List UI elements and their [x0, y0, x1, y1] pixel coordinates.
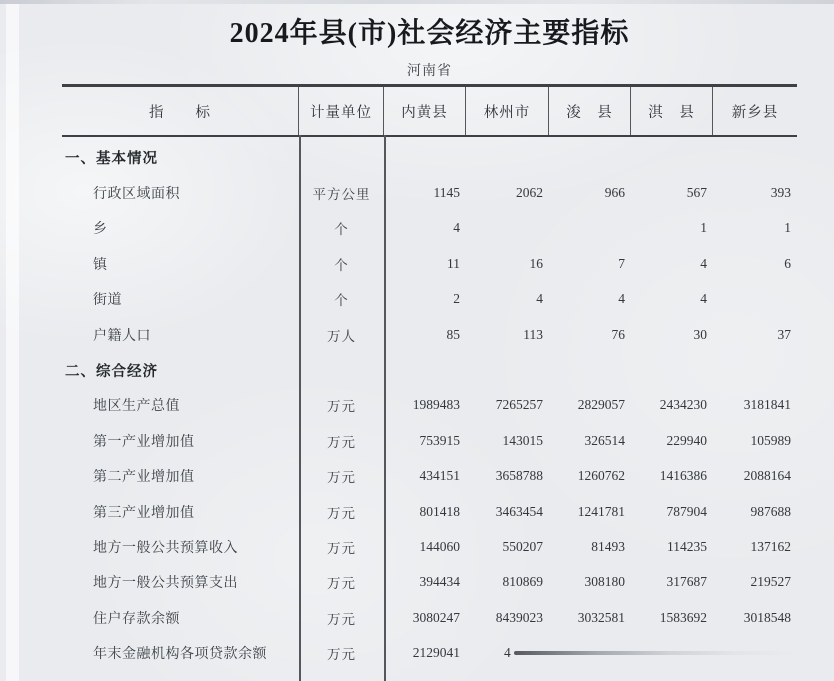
row-unit: 万元	[327, 399, 356, 415]
value-cell: 30	[693, 326, 707, 342]
value-cell	[713, 140, 797, 175]
value-cell: 105989	[750, 432, 791, 448]
row-unit: 个	[334, 222, 349, 238]
column-header-3: 林州市	[466, 87, 549, 135]
column-header-1: 计量单位	[299, 87, 384, 135]
value-cell: 326514	[584, 432, 625, 448]
value-cell: 4	[536, 291, 543, 307]
value-cell: 76	[611, 326, 625, 342]
value-cell: 550207	[502, 538, 543, 554]
value-cell	[713, 352, 797, 387]
value-cell: 394434	[419, 574, 460, 590]
row-label: 地方一般公共预算支出	[93, 576, 238, 592]
row-label: 乡	[93, 222, 108, 238]
value-cell: 3463454	[495, 503, 543, 519]
value-cell: 6	[784, 255, 791, 271]
row-label: 地方一般公共预算收入	[93, 540, 238, 556]
value-cell: 3658788	[495, 468, 543, 484]
value-cell: 85	[446, 326, 460, 342]
value-cell: 987688	[750, 503, 791, 519]
value-cell: 1260762	[577, 468, 625, 484]
value-cell: 2434230	[659, 397, 707, 413]
value-cell: 219527	[750, 574, 791, 590]
value-cell	[466, 211, 549, 246]
value-cell: 801418	[419, 503, 460, 519]
value-cell: 2129041	[412, 645, 460, 661]
scan-left-margin	[6, 4, 19, 681]
value-cell: 137162	[750, 538, 791, 554]
value-cell	[466, 352, 549, 387]
value-cell: 16	[529, 255, 543, 271]
column-divider-indicator-unit	[299, 135, 301, 681]
row-label: 二、综合经济	[65, 363, 158, 380]
row-label: 第三产业增加值	[93, 505, 195, 521]
value-cell: 3018548	[743, 609, 791, 625]
value-cell	[384, 140, 466, 175]
ink-smear-artifact	[514, 651, 796, 655]
row-label: 镇	[93, 257, 108, 273]
column-header-4: 浚 县	[549, 87, 631, 135]
row-label: 户籍人口	[93, 328, 151, 344]
column-header-0: 指 标	[62, 87, 299, 135]
section-row	[62, 352, 797, 387]
row-unit: 万元	[327, 576, 356, 592]
table-body	[62, 140, 797, 671]
value-cell: 37	[777, 326, 791, 342]
row-unit: 万元	[327, 470, 356, 486]
value-cell: 4	[700, 291, 707, 307]
value-cell: 4	[453, 220, 460, 236]
value-cell: 3181841	[743, 397, 791, 413]
row-label: 一、基本情况	[65, 151, 158, 168]
indicator-row	[62, 388, 797, 423]
value-cell: 434151	[419, 468, 460, 484]
value-cell: 1241781	[577, 503, 625, 519]
value-cell: 1	[700, 220, 707, 236]
value-cell: 7265257	[495, 397, 543, 413]
value-cell: 8439023	[495, 609, 543, 625]
page-title: 2024年县(市)社会经济主要指标	[229, 18, 630, 49]
value-cell: 1145	[433, 185, 460, 201]
value-cell	[549, 352, 631, 387]
table-header-row	[62, 84, 797, 137]
row-unit: 万元	[327, 611, 356, 627]
row-unit	[299, 352, 384, 387]
row-unit: 万元	[327, 505, 356, 521]
value-cell	[549, 140, 631, 175]
section-row	[62, 140, 797, 175]
indicator-row	[62, 565, 797, 600]
column-header-6: 新乡县	[731, 104, 779, 121]
indicator-row	[62, 317, 797, 352]
value-cell: 567	[686, 185, 707, 201]
value-cell: 4	[700, 255, 707, 271]
indicator-row	[62, 423, 797, 458]
value-cell: 114235	[667, 538, 707, 554]
row-unit: 万人	[327, 328, 356, 344]
indicator-row	[62, 175, 797, 210]
value-cell: 317687	[666, 574, 707, 590]
region-subtitle: 河南省	[407, 64, 452, 79]
row-unit: 万元	[327, 647, 356, 663]
row-unit: 万元	[327, 434, 356, 450]
value-cell: 810869	[502, 574, 543, 590]
value-cell: 1989483	[412, 397, 460, 413]
value-cell: 2088164	[743, 468, 791, 484]
scan-top-edge-artifact	[0, 0, 834, 4]
value-cell: 2062	[516, 185, 543, 201]
value-cell: 2	[453, 291, 460, 307]
value-cell: 1416386	[659, 468, 707, 484]
value-cell: 143015	[502, 432, 543, 448]
row-unit: 个	[334, 293, 349, 309]
indicator-row	[62, 494, 797, 529]
value-cell: 753915	[419, 432, 460, 448]
row-label: 行政区域面积	[93, 187, 180, 203]
value-cell	[466, 140, 549, 175]
value-cell: 4	[618, 291, 625, 307]
value-cell	[549, 211, 631, 246]
value-cell	[631, 140, 713, 175]
value-cell: 1583692	[659, 609, 707, 625]
indicator-row	[62, 529, 797, 564]
value-cell: 308180	[584, 574, 625, 590]
indicator-row	[62, 211, 797, 246]
row-label: 地区生产总值	[93, 399, 180, 415]
value-cell	[384, 352, 466, 387]
indicator-row	[62, 246, 797, 281]
value-cell: 3032581	[577, 609, 625, 625]
row-label: 住户存款余额	[93, 611, 180, 627]
row-label: 第二产业增加值	[93, 470, 195, 486]
value-cell: 4	[504, 645, 511, 661]
value-cell: 393	[770, 185, 791, 201]
value-cell	[631, 352, 713, 387]
value-cell: 787904	[666, 503, 707, 519]
indicator-row	[62, 600, 797, 635]
row-unit: 万元	[327, 540, 356, 556]
row-label: 街道	[93, 293, 122, 309]
value-cell: 11	[447, 255, 460, 271]
value-cell: 1	[784, 220, 791, 236]
row-unit: 平方公里	[312, 187, 371, 203]
value-cell: 2829057	[577, 397, 625, 413]
row-label: 第一产业增加值	[93, 434, 195, 450]
column-header-5: 淇 县	[631, 87, 713, 135]
value-cell: 144060	[419, 538, 460, 554]
indicator-row	[62, 459, 797, 494]
row-label: 年末金融机构各项贷款余额	[93, 647, 267, 663]
value-cell: 81493	[591, 538, 625, 554]
value-cell: 113	[523, 326, 543, 342]
value-cell: 966	[604, 185, 625, 201]
value-cell: 7	[618, 255, 625, 271]
column-divider-unit-data	[384, 135, 386, 681]
row-unit: 个	[334, 257, 349, 273]
indicator-row	[62, 282, 797, 317]
value-cell: 3080247	[412, 609, 460, 625]
column-header-2: 内黄县	[384, 87, 466, 135]
value-cell: 229940	[666, 432, 707, 448]
row-unit	[299, 140, 384, 175]
value-cell	[713, 282, 797, 317]
